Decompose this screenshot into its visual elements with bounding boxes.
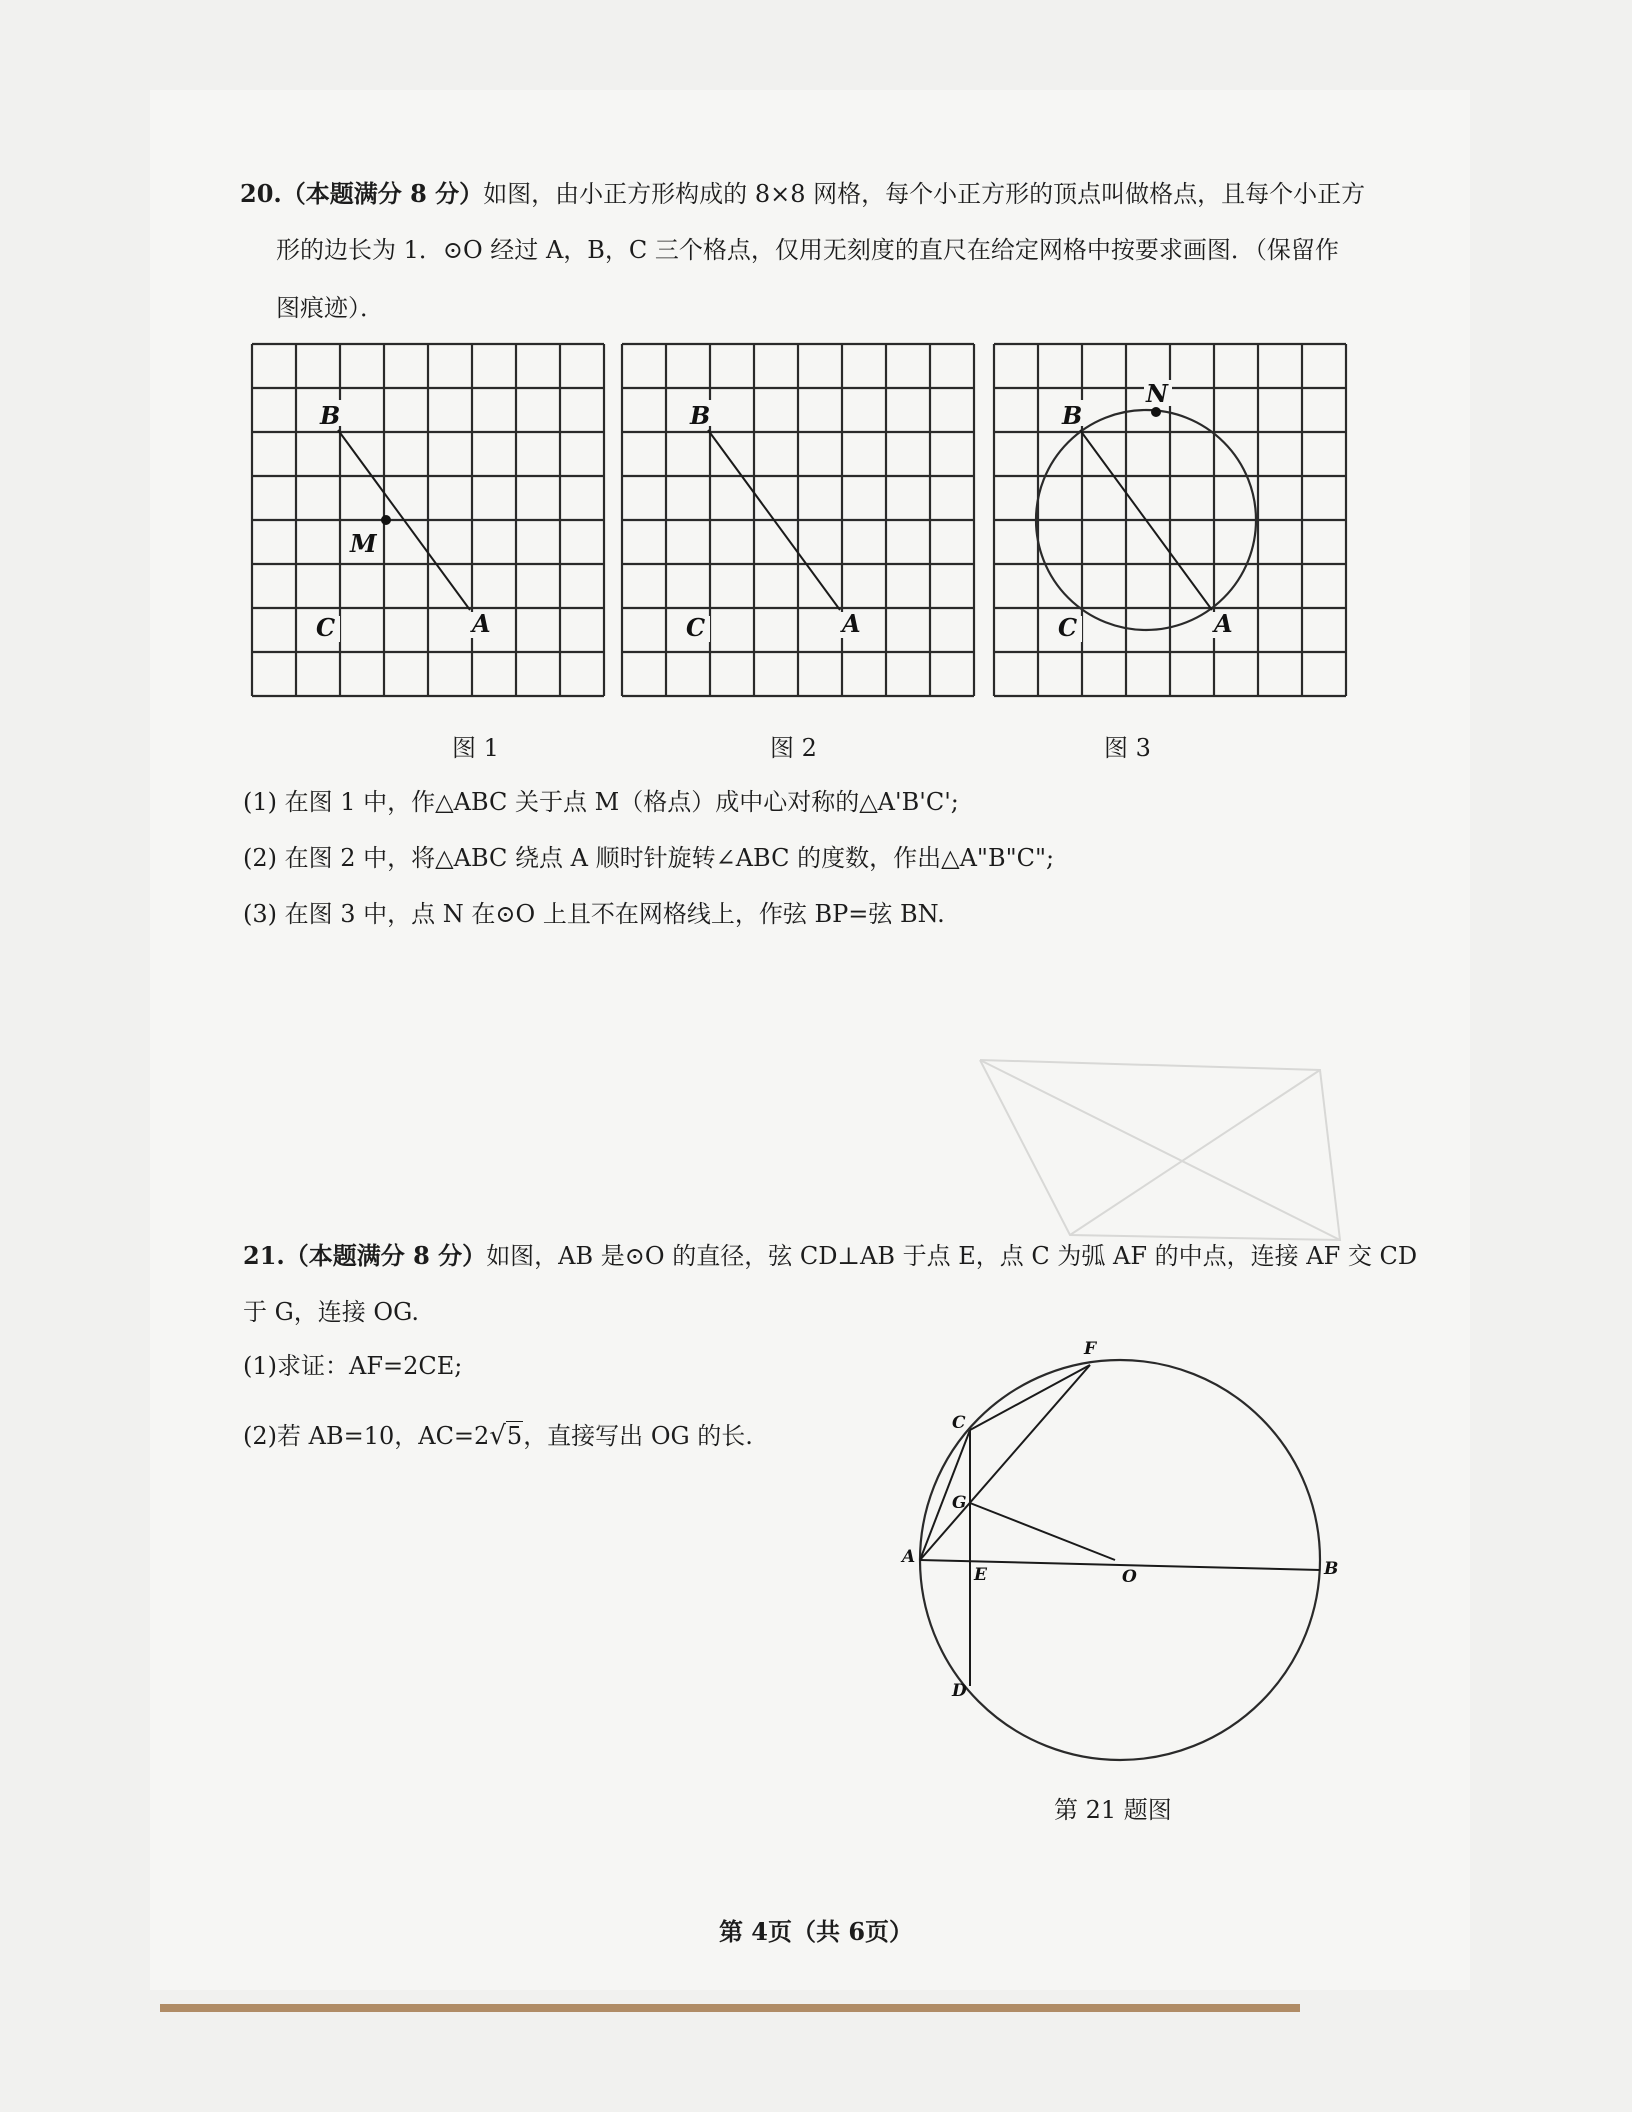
q20-sub2: (2) 在图 2 中，将△ABC 绕点 A 顺时针旋转∠ABC 的度数，作出△A"B"C"; [243,844,1055,872]
label-G: G [952,1493,967,1513]
q20-sub1: (1) 在图 1 中，作△ABC 关于点 M（格点）成中心对称的△A'B'C'; [243,788,959,816]
label-B: B [1324,1559,1339,1579]
label-F: F [1084,1339,1097,1359]
circle-O [920,1360,1320,1760]
bottom-edge [160,2004,1300,2012]
page-footer: 第 4页（共 6页） [718,1917,914,1946]
q20-number: 20. [240,179,282,208]
label-N: N [1146,379,1168,408]
label-A: A [902,1547,916,1567]
label-M: M [350,529,377,558]
q20-sub3: (3) 在图 3 中，点 N 在⊙O 上且不在网格线上，作弦 BP=弦 BN. [243,900,945,928]
q20-figure-1 [248,340,608,700]
q21-figure [900,1340,1340,1780]
q20-line1-text: 如图，由小正方形构成的 8×8 网格，每个小正方形的顶点叫做格点，且每个小正方 [483,180,1366,208]
label-B: B [1062,401,1083,430]
fig2-caption: 图 2 [770,734,817,762]
point-N [1151,407,1161,417]
q21-sub2-radicand: 5 [506,1422,523,1450]
q20-score: （本题满分 8 分） [281,179,484,208]
label-B: B [690,401,711,430]
label-E: E [974,1565,987,1585]
q21-sub2-post: ，直接写出 OG 的长. [523,1422,753,1450]
grid-1 [252,344,604,696]
segment-CF [970,1365,1090,1430]
label-B: B [320,401,341,430]
fig1-caption: 图 1 [452,734,499,762]
point-M [381,515,391,525]
q21-line1 [243,1240,1417,1272]
q21-line2: 于 G，连接 OG. [243,1298,420,1326]
segment-GO [970,1503,1115,1560]
q21-number: 21. [243,1241,285,1270]
label-C: C [316,613,336,642]
label-C: C [952,1413,966,1433]
q20-figure-3 [990,340,1350,700]
label-A: A [1214,609,1233,638]
q20-line1 [240,178,1365,210]
q21-sub1: (1)求证：AF=2CE; [243,1352,463,1380]
q20-line3: 图痕迹）． [276,294,384,322]
label-O: O [1122,1567,1137,1587]
label-A: A [472,609,491,638]
fig3-caption: 图 3 [1104,734,1151,762]
sqrt-sign: √ [489,1421,506,1451]
q21-score: （本题满分 8 分） [284,1241,487,1270]
q21-sub2 [243,1420,753,1452]
grid-2 [622,344,974,696]
bleed-through-sketch [980,1060,1340,1260]
q21-sub2-pre: (2)若 AB=10，AC=2 [243,1422,490,1450]
q20-figure-2 [618,340,978,700]
q20-line2: 形的边长为 1．⊙O 经过 A，B，C 三个格点，仅用无刻度的直尺在给定网格中按要求画图．（保留作 [276,236,1339,264]
label-D: D [952,1681,967,1701]
q21-line1-text: 如图，AB 是⊙O 的直径，弦 CD⊥AB 于点 E，点 C 为弧 AF 的中点，连接 AF 交 CD [486,1242,1418,1270]
q21-fig-caption: 第 21 题图 [1054,1796,1172,1824]
label-A: A [842,609,861,638]
label-C: C [686,613,706,642]
label-C: C [1058,613,1078,642]
